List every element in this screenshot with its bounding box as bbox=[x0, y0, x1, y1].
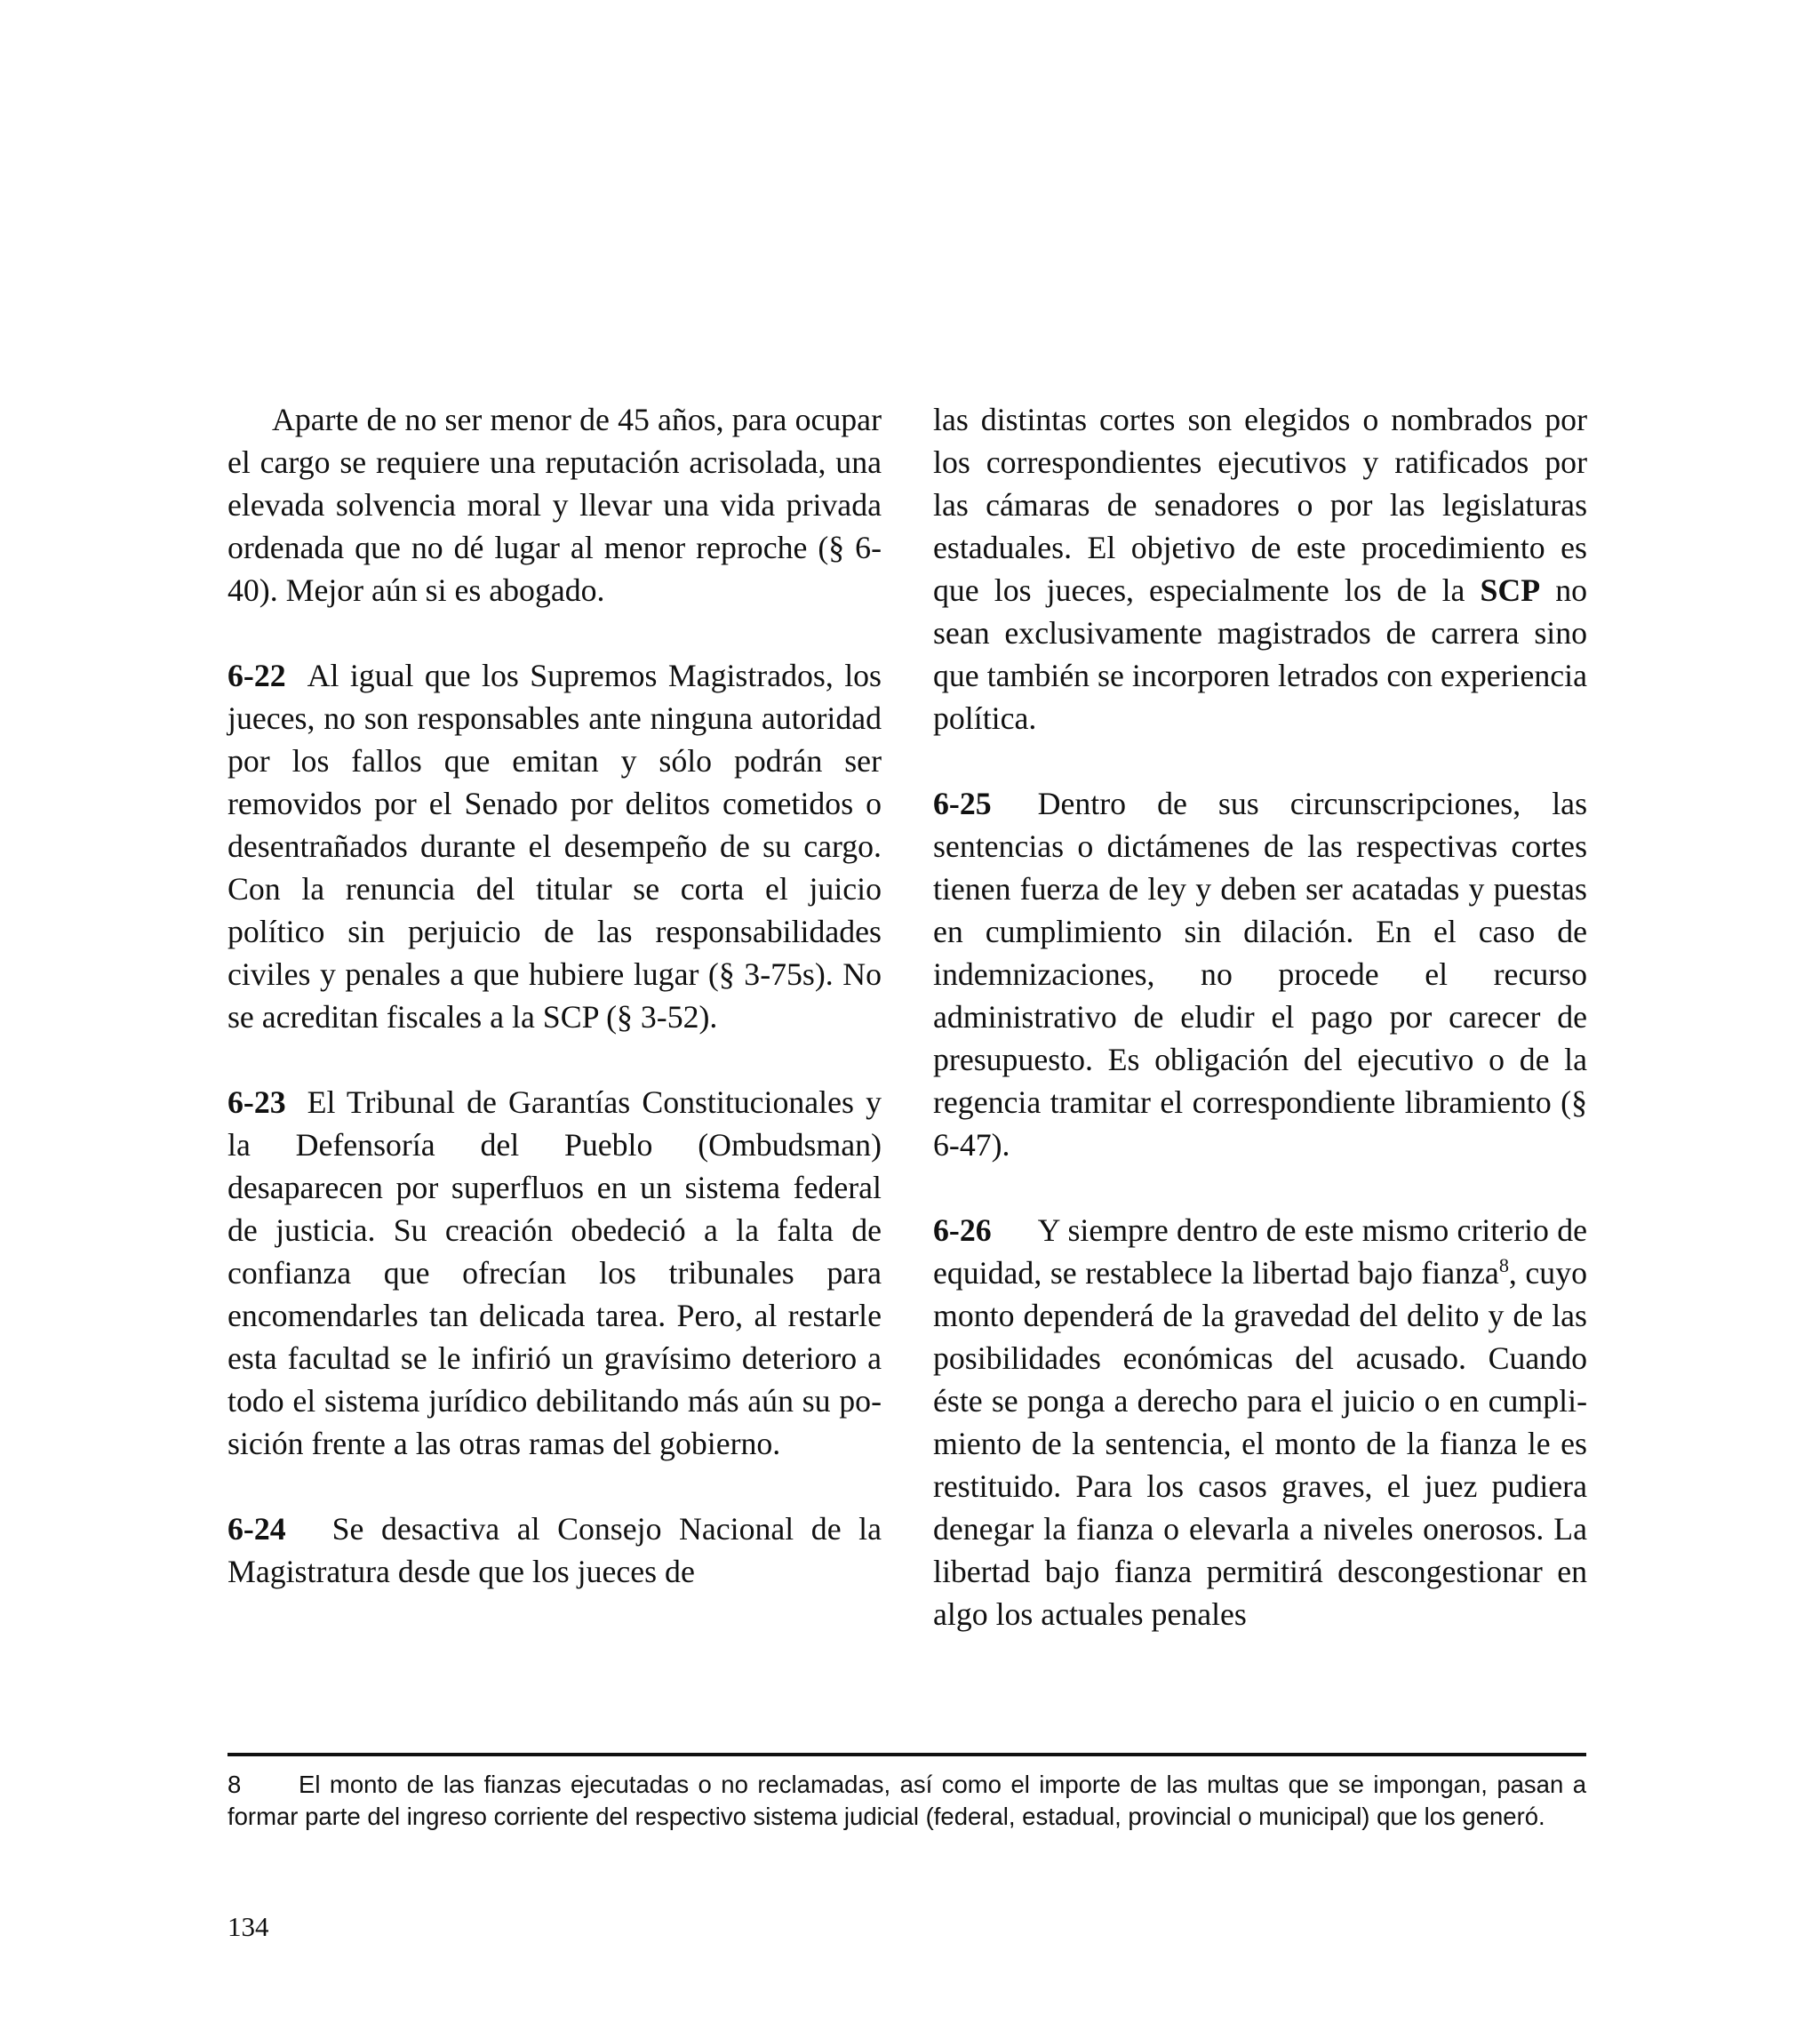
paragraph-text: Al igual que los Supremos Magistrados, los jueces, no son responsables ante ninguna autoridad por los fallos que emitan y sólo podrán ser removidos por el Senado por delitos cometidos o desentrañados durante el desempeño de su cargo. Con la renuncia del titular se corta el juicio político sin perjuicio de las responsabilidades civiles y penales a que hubiere lugar (§ 3-75s). No se acreditan fiscales a la SCP (§ 3-52). bbox=[228, 658, 882, 1035]
paragraph-number: 6-23 bbox=[228, 1084, 286, 1120]
paragraph-6-22 bbox=[228, 654, 882, 1038]
paragraph-text: Se desactiva al Consejo Nacional de la Magistratura desde que los jueces de bbox=[228, 1511, 882, 1589]
paragraph-text: El Tribunal de Garantías Constitucionales y la Defensoría del Pueblo (Ombudsman) desaparecen por superfluos en un sistema federal de justicia. Su creación obedeció a la falta de confianza que ofrecían los tribunales para encomendarles tan delicada tarea. Pero, al restarle esta facultad se le infirió un gravísimo deterioro a todo el sistema jurídico debilitando más aún su posición frente a las otras ramas del gobierno. bbox=[228, 1084, 882, 1461]
paragraph-6-24-continued bbox=[933, 398, 1587, 740]
footnote-mark: 8 bbox=[228, 1771, 242, 1798]
bold-abbreviation: SCP bbox=[1480, 572, 1541, 608]
footnote-divider bbox=[228, 1753, 1586, 1756]
paragraph-text: Y siempre dentro de este mismo criterio de equidad, se restablece la libertad bajo fianza bbox=[933, 1212, 1587, 1291]
paragraph-text: Dentro de sus circunscripciones, las sentencias o dictámenes de las respectivas cortes tienen fuerza de ley y deben ser acatadas y puestas en cumplimiento sin dilación. En el caso de indemnizaciones, no procede el recurso administrativo de eludir el pago por carecer de presupuesto. Es obligación del ejecutivo o de la regencia tramitar el correspondiente libramiento (§ 6-47). bbox=[933, 786, 1587, 1163]
footnote bbox=[228, 1769, 1586, 1833]
paragraph-text: , cuyo monto dependerá de la gravedad del delito y de las posibilidades económicas del acusado. Cuando éste se ponga a derecho para el juicio o en cumplimiento de la sentencia, el monto de la fianza le es restituido. Para los casos graves, el juez pudiera denegar la fianza o elevarla a niveles onerosos. La libertad bajo fianza permitirá descongestionar en algo los actuales penales bbox=[933, 1255, 1588, 1632]
right-column bbox=[933, 398, 1587, 1635]
paragraph-6-24 bbox=[228, 1507, 882, 1593]
paragraph-number: 6-22 bbox=[228, 658, 286, 693]
paragraph-6-23 bbox=[228, 1081, 882, 1465]
paragraph-text: las distintas cortes son elegidos o nombrados por los correspondientes ejecutivos y ratificados por las cámaras de senadores o por las legislaturas estaduales. El objetivo de este procedimiento es que los jueces, especialmente los de la bbox=[933, 402, 1587, 608]
page-number: 134 bbox=[228, 1911, 269, 1942]
paragraph-number: 6-26 bbox=[933, 1212, 992, 1248]
intro-text: Aparte de no ser menor de 45 años, para ocupar el cargo se requiere una reputación acrisolada, una elevada solvencia moral y llevar una vida privada ordenada que no dé lugar al menor reproche (§ 6-40). Mejor aún si es abogado. bbox=[228, 402, 882, 608]
intro-paragraph bbox=[228, 398, 882, 612]
left-column bbox=[228, 398, 882, 1593]
paragraph-text: no sean exclusivamente magistrados de carrera sino que también se incorporen letrados con experiencia política. bbox=[933, 572, 1587, 736]
paragraph-number: 6-24 bbox=[228, 1511, 286, 1547]
paragraph-6-25 bbox=[933, 782, 1587, 1166]
footnote-reference: 8 bbox=[1498, 1254, 1509, 1277]
paragraph-number: 6-25 bbox=[933, 786, 992, 821]
paragraph-6-26 bbox=[933, 1209, 1587, 1635]
footnote-text: El monto de las fianzas ejecutadas o no reclamadas, así como el importe de las multas que se impongan, pasan a formar parte del ingreso corriente del respectivo sistema judicial (federal, estadual, provincial o municipal) que los generó. bbox=[228, 1771, 1586, 1830]
